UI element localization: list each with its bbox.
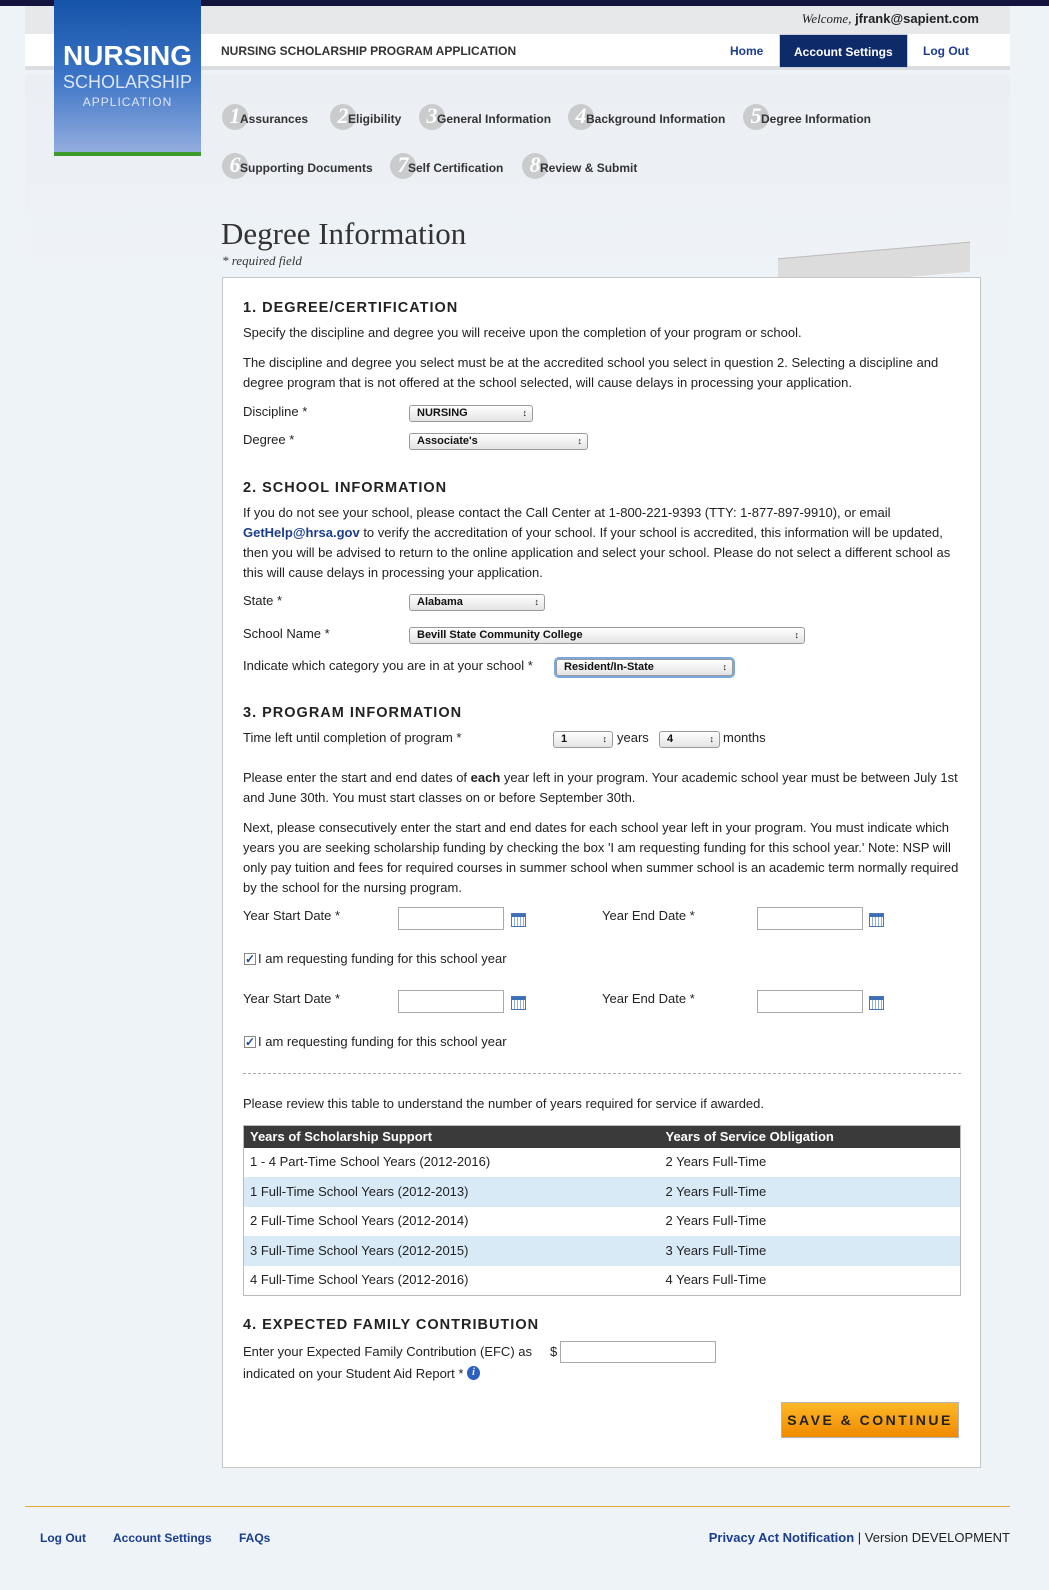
- state-label: State *: [243, 593, 283, 608]
- required-note: * required field: [222, 253, 302, 268]
- degree-label: Degree *: [243, 432, 295, 447]
- efc-label-line2: [243, 1363, 532, 1385]
- divider: [243, 1073, 961, 1074]
- year-start-date-input-1[interactable]: [398, 907, 504, 930]
- year-end-label: Year End Date *: [602, 908, 695, 923]
- school-help-text: [243, 503, 963, 583]
- school-name-label: School Name *: [243, 626, 330, 641]
- calendar-icon[interactable]: [511, 913, 526, 927]
- efc-label-text: indicated on your Student Aid Report *: [243, 1366, 464, 1381]
- step-number: 3: [419, 104, 445, 130]
- degree-intro: Specify the discipline and degree you will receive upon the completion of your program or school.: [243, 325, 802, 340]
- funding-instructions: Next, please consecutively enter the start and end dates for each school year left in your program. You must indicate which years you are seeking scholarship funding by checking the box 'I am requesting funding for this school year.' Note: NSP will only pay tuition and fees for required courses in summer school when summer school is an academic term normally required by the school for the nursing program.: [243, 820, 959, 895]
- step-number: 2: [330, 104, 356, 130]
- year-start-label: Year Start Date *: [243, 991, 341, 1006]
- help-text-a: If you do not see your school, please contact the Call Center at 1-800-221-9393 (TTY: 1-877-897-9910), or email: [243, 505, 891, 520]
- footer-log-out[interactable]: Log Out: [40, 1531, 86, 1545]
- dates-instructions: [243, 768, 963, 808]
- table-row: [244, 1177, 961, 1207]
- step-label: Assurances: [240, 112, 309, 126]
- efc-label-line1: Enter your Expected Family Contribution (EFC) as: [243, 1344, 532, 1359]
- table-cell: 3 Years Full-Time: [660, 1236, 961, 1266]
- table-cell: 1 Full-Time School Years (2012-2013): [244, 1177, 660, 1207]
- text: year left in your program. Your academic school year must be between July 1st and June 30th. You must start classes on or before September 30th.: [243, 770, 958, 805]
- year-end-date-input-2[interactable]: [757, 990, 863, 1013]
- degree-select[interactable]: Associate's ↕: [409, 433, 588, 450]
- step-label: Review & Submit: [540, 161, 638, 175]
- step-eligibility[interactable]: [330, 104, 401, 130]
- table-row: [244, 1266, 961, 1296]
- months-unit: months: [723, 730, 766, 745]
- step-number: 7: [390, 153, 416, 179]
- app-title: NURSING SCHOLARSHIP PROGRAM APPLICATION: [221, 44, 517, 58]
- calendar-icon[interactable]: [869, 913, 884, 927]
- section-heading-efc: 4. EXPECTED FAMILY CONTRIBUTION: [243, 1317, 540, 1333]
- step-label: Eligibility: [348, 112, 402, 126]
- step-background-information[interactable]: [568, 104, 725, 130]
- save-continue-button[interactable]: SAVE & CONTINUE: [781, 1402, 959, 1438]
- table-cell: 2 Full-Time School Years (2012-2014): [250, 1213, 469, 1229]
- step-label: Self Certification: [408, 161, 504, 175]
- funding-checkbox-1[interactable]: ✓: [245, 952, 256, 966]
- discipline-select[interactable]: NURSING ↕: [409, 405, 533, 422]
- section-heading-program: 3. PROGRAM INFORMATION: [243, 705, 463, 721]
- table-cell: 3 Full-Time School Years (2012-2015): [244, 1236, 660, 1266]
- table-row: [244, 1148, 961, 1178]
- efc-input[interactable]: [560, 1341, 716, 1363]
- year-start-date-input-2[interactable]: [398, 990, 504, 1013]
- step-label: General Information: [437, 112, 552, 126]
- column-header: Years of Scholarship Support: [244, 1126, 660, 1148]
- column-header: Years of Service Obligation: [660, 1126, 961, 1148]
- welcome-text: [802, 11, 979, 27]
- step-assurances[interactable]: [222, 104, 308, 130]
- info-icon[interactable]: i: [467, 1366, 480, 1380]
- footer-faqs[interactable]: FAQs: [239, 1531, 271, 1545]
- table-header-row: [244, 1126, 961, 1148]
- table-cell: 2 Years Full-Time: [660, 1177, 961, 1207]
- step-self-certification[interactable]: [390, 153, 503, 179]
- text-bold: each: [470, 770, 501, 785]
- service-obligation-table: [243, 1125, 961, 1296]
- calendar-icon[interactable]: [869, 996, 884, 1010]
- step-number: 4: [568, 104, 594, 130]
- step-general-information[interactable]: [419, 104, 551, 130]
- year-start-label: Year Start Date *: [243, 908, 341, 923]
- version-text: Version DEVELOPMENT: [864, 1530, 1010, 1545]
- separator: |: [854, 1530, 865, 1545]
- degree-note: The discipline and degree you select must be at the accredited school you select in question 2. Selecting a discipline and degree program that is not offered at the school selected, will cause delays in processing your application.: [243, 355, 939, 390]
- section-heading-school: 2. SCHOOL INFORMATION: [243, 480, 448, 496]
- funding-checkbox-label: I am requesting funding for this school year: [258, 1034, 507, 1049]
- logo-line3: APPLICATION: [82, 95, 173, 109]
- years-unit: years: [617, 730, 649, 745]
- time-left-label: Time left until completion of program *: [243, 730, 462, 745]
- funding-checkbox-2[interactable]: ✓: [245, 1035, 256, 1049]
- privacy-act-link[interactable]: Privacy Act Notification: [708, 1530, 855, 1545]
- user-email: jfrank@sapient.com: [855, 11, 979, 26]
- form-panel: [222, 277, 981, 1468]
- welcome-prefix: Welcome,: [801, 11, 852, 26]
- footer-account-settings[interactable]: Account Settings: [113, 1531, 212, 1545]
- table-intro: Please review this table to understand the number of years required for service if awarded.: [243, 1096, 764, 1111]
- table-cell: 2 Years Full-Time: [665, 1213, 767, 1229]
- table-cell: 2 Years Full-Time: [665, 1154, 767, 1170]
- year-end-date-input-1[interactable]: [757, 907, 863, 930]
- table-cell: 4 Full-Time School Years (2012-2016): [250, 1272, 469, 1287]
- step-label: Supporting Documents: [240, 161, 373, 175]
- nav-account-settings[interactable]: Account Settings: [779, 34, 908, 68]
- years-select[interactable]: 1 ↕: [553, 731, 613, 748]
- footer-divider: [25, 1506, 1010, 1507]
- category-label: Indicate which category you are in at your school *: [243, 658, 533, 673]
- step-number: 1: [222, 104, 248, 130]
- page-title: Degree Information: [221, 216, 467, 251]
- table-cell: 1 - 4 Part-Time School Years (2012-2016): [250, 1154, 491, 1170]
- calendar-icon[interactable]: [511, 996, 526, 1010]
- step-label: Background Information: [586, 112, 726, 126]
- logo-line2: SCHOLARSHIP: [62, 72, 193, 92]
- step-number: 5: [743, 104, 769, 130]
- efc-label: [243, 1341, 532, 1385]
- discipline-label: Discipline *: [243, 404, 308, 419]
- step-supporting-documents[interactable]: [222, 153, 373, 179]
- table-row: [244, 1207, 961, 1237]
- state-select[interactable]: Alabama ↕: [409, 594, 545, 611]
- funding-checkbox-label: I am requesting funding for this school year: [258, 951, 507, 966]
- currency-symbol: $: [550, 1344, 558, 1359]
- table-row: [244, 1236, 961, 1266]
- year-end-label: Year End Date *: [602, 991, 695, 1006]
- text: Please enter the start and end dates of: [243, 770, 471, 785]
- nav-home[interactable]: Home: [730, 44, 764, 58]
- school-name-select[interactable]: Bevill State Community College ↕: [409, 627, 805, 644]
- category-select[interactable]: Resident/In-State ↕: [556, 659, 733, 676]
- section-heading-degree: 1. DEGREE/CERTIFICATION: [243, 300, 459, 316]
- logo-line1: NURSING: [62, 40, 193, 71]
- footer-right: [709, 1530, 1010, 1545]
- step-review-submit[interactable]: [522, 153, 637, 179]
- logo[interactable]: [54, 0, 201, 156]
- step-degree-information[interactable]: [743, 104, 871, 130]
- table-cell: 4 Years Full-Time: [665, 1272, 767, 1287]
- nav-log-out[interactable]: Log Out: [923, 44, 969, 58]
- gethelp-email-link[interactable]: GetHelp@hrsa.gov: [243, 525, 360, 540]
- step-label: Degree Information: [761, 112, 872, 126]
- months-select[interactable]: 4 ↕: [659, 731, 720, 748]
- step-number: 6: [222, 153, 248, 179]
- help-text-b: to verify the accreditation of your school. If your school is accredited, this information will be updated, then you will be advised to return to the online application and select your school. Please do not select a different school as this will cause delays in processing your application.: [243, 525, 951, 580]
- step-number: 8: [522, 153, 548, 179]
